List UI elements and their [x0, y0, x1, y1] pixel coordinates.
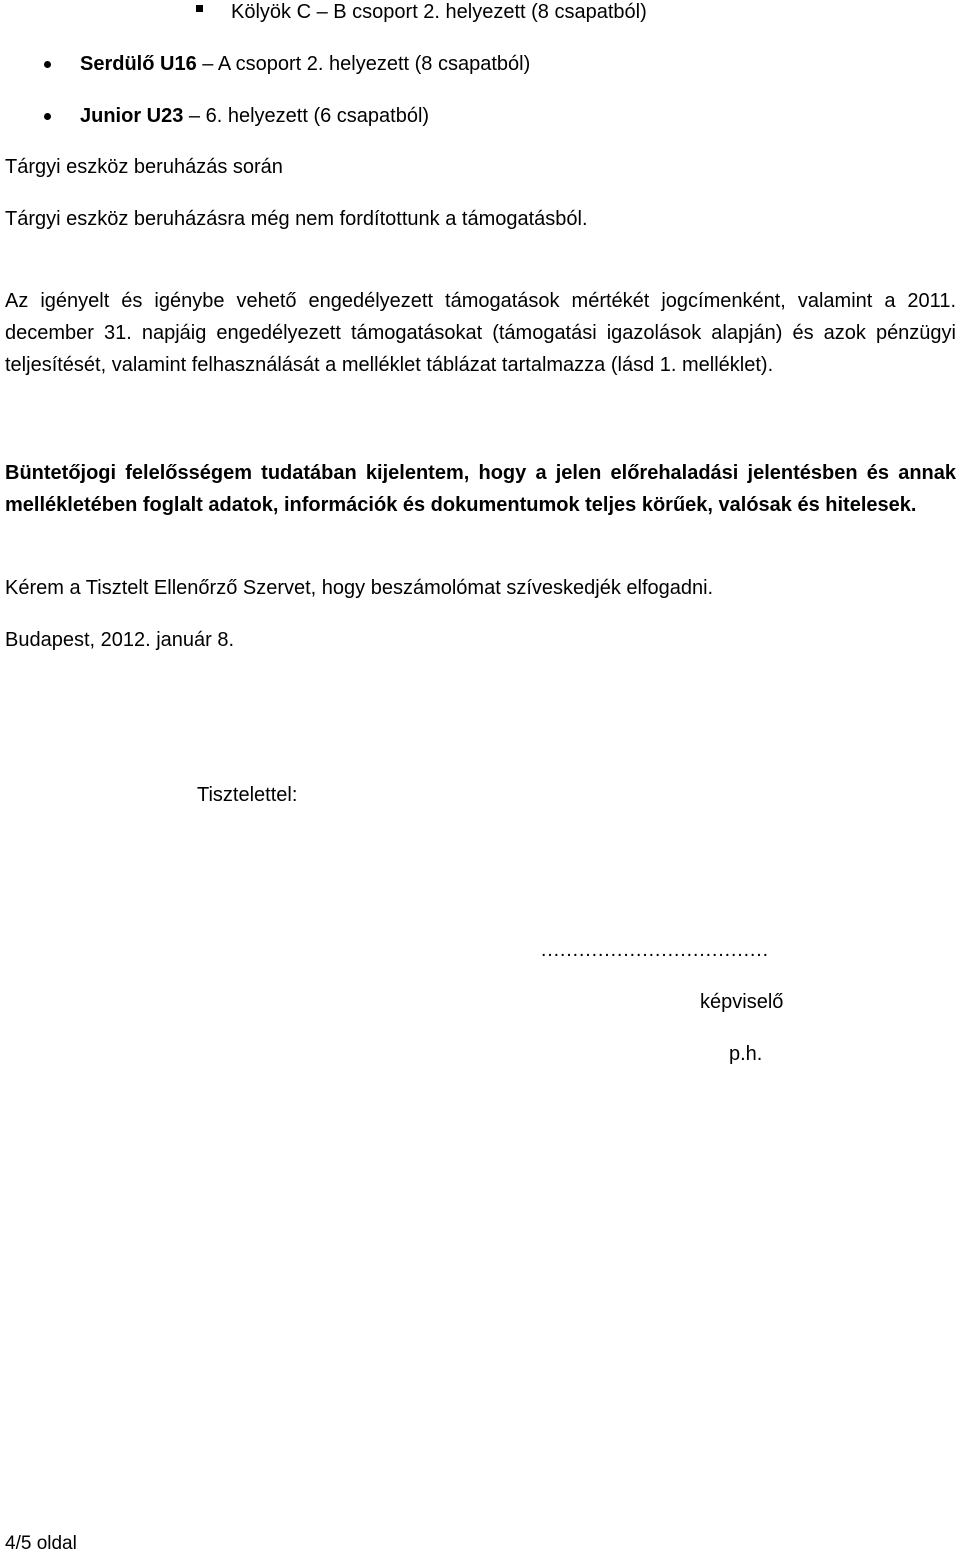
square-bullet-icon: [196, 5, 203, 12]
list-item-category: Junior U23: [80, 105, 184, 127]
list-item-serdulo: [80, 52, 530, 76]
stamp-placeholder: p.h.: [729, 1043, 763, 1065]
closing-salutation: Tisztelettel:: [197, 784, 298, 806]
list-item-text: – 6. helyezett (6 csapatból): [183, 105, 430, 127]
declaration-paragraph: Büntetőjogi felelősségem tudatában kijelentem, hogy a jelen előrehaladási jelentésben és annak mellékletében foglalt adatok, információk és dokumentumok teljes körűek, valósak és hitelesek.: [5, 462, 956, 516]
list-item-text: Kölyök C – B csoport 2. helyezett (8 csapatból): [231, 1, 647, 23]
page-number: 4/5 oldal: [5, 1533, 77, 1554]
round-bullet-icon: [44, 113, 51, 120]
signature-line: ………………………………: [540, 939, 768, 961]
place-date: Budapest, 2012. január 8.: [5, 629, 235, 651]
section-heading: Tárgyi eszköz beruházás során: [5, 156, 283, 178]
paragraph-support-summary: Az igényelt és igénybe vehető engedélyezett támogatások mértékét jogcímenként, valamint a 2011. december 31. napjáig engedélyezett támogatásokat (támogatási igazolások alapján) és azok pénzügyi teljesítését, valamint felhasználását a melléklet táblázat tartalmazza (lásd 1. melléklet).: [5, 290, 956, 376]
request-line: Kérem a Tisztelt Ellenőrző Szervet, hogy beszámolómat szíveskedjék elfogadni.: [5, 577, 714, 599]
signature-role: képviselő: [700, 991, 784, 1013]
list-item-text: – A csoport 2. helyezett (8 csapatból): [196, 53, 531, 75]
list-item-category: Serdülő U16: [80, 53, 197, 75]
round-bullet-icon: [44, 61, 51, 68]
list-item-kolyok: [231, 0, 647, 24]
list-item-junior: [80, 104, 429, 128]
section-text: Tárgyi eszköz beruházásra még nem fordítottunk a támogatásból.: [5, 208, 588, 230]
